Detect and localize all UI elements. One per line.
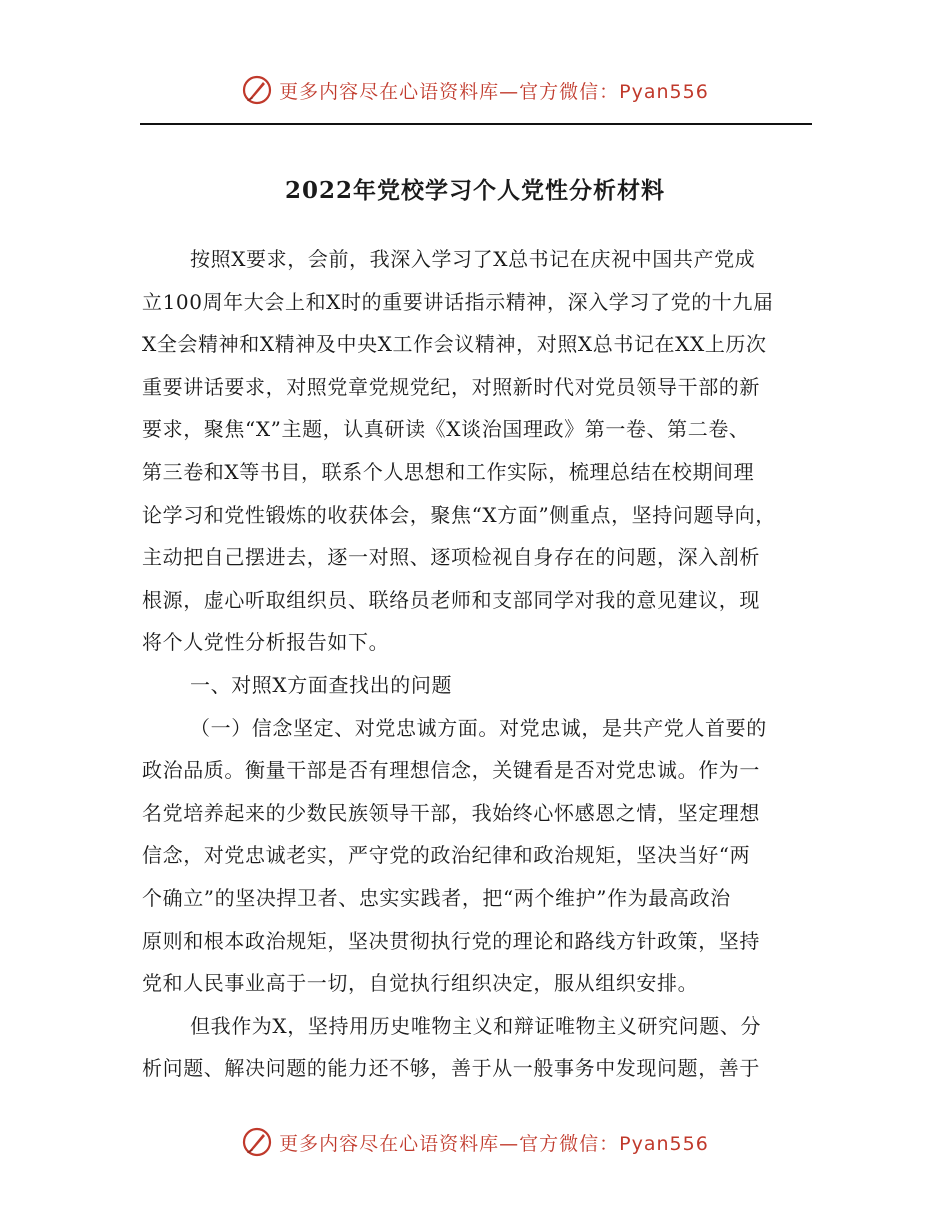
quill-logo-icon [241,1126,273,1158]
body-line: 将个人党性分析报告如下。 [142,630,390,655]
header-divider [140,123,812,125]
document-body [142,238,818,1090]
document-title: 2022年党校学习个人党性分析材料 [284,177,665,204]
header-watermark-text: 更多内容尽在心语资料库—官方微信：Pyan556 [279,80,709,103]
body-line: 个确立”的坚决捍卫者、忠实实践者，把“两个维护”作为最高政治 [142,885,731,910]
body-line: 原则和根本政治规矩，坚决贯彻执行党的理论和路线方针政策，坚持 [142,928,760,953]
body-line: 名党培养起来的少数民族领导干部，我始终心怀感恩之情，坚定理想 [142,800,760,825]
body-line: X全会精神和X精神及中央X工作会议精神，对照X总书记在XX上历次 [142,332,767,357]
section-heading: 一、对照X方面查找出的问题 [190,672,453,697]
body-line: 重要讲话要求，对照党章党规党纪，对照新时代对党员领导干部的新 [142,374,760,399]
body-line: 但我作为X，坚持用历史唯物主义和辩证唯物主义研究问题、分 [190,1013,762,1038]
body-line: 要求，聚焦“X”主题，认真研读《X谈治国理政》第一卷、第二卷、 [142,417,750,442]
body-line: 主动把自己摆进去，逐一对照、逐项检视自身存在的问题，深入剖析 [142,545,760,570]
header-watermark-banner [0,70,950,110]
quill-logo-icon [241,74,273,106]
body-line: 政治品质。衡量干部是否有理想信念，关键看是否对党忠诚。作为一 [142,758,760,783]
body-line: 根源，虚心听取组织员、联络员老师和支部同学对我的意见建议，现 [142,587,760,612]
body-line: 党和人民事业高于一切，自觉执行组织决定，服从组织安排。 [142,971,699,996]
body-line: 按照X要求，会前，我深入学习了X总书记在庆祝中国共产党成 [190,247,756,271]
body-line: 析问题、解决问题的能力还不够，善于从一般事务中发现问题，善于 [142,1056,760,1081]
footer-watermark-banner [0,1122,950,1162]
footer-watermark-text: 更多内容尽在心语资料库—官方微信：Pyan556 [279,1132,709,1155]
body-line: 论学习和党性锻炼的收获体会，聚焦“X方面”侧重点，坚持问题导向， [142,502,776,527]
body-line: 立100周年大会上和X时的重要讲话指示精神，深入学习了党的十九届 [142,289,774,314]
body-line: 第三卷和X等书目，联系个人思想和工作实际，梳理总结在校期间理 [142,459,755,484]
body-line: 信念，对党忠诚老实，严守党的政治纪律和政治规矩，坚决当好“两 [142,843,751,868]
subsection-line: （一）信念坚定、对党忠诚方面。对党忠诚，是共产党人首要的 [190,715,767,740]
